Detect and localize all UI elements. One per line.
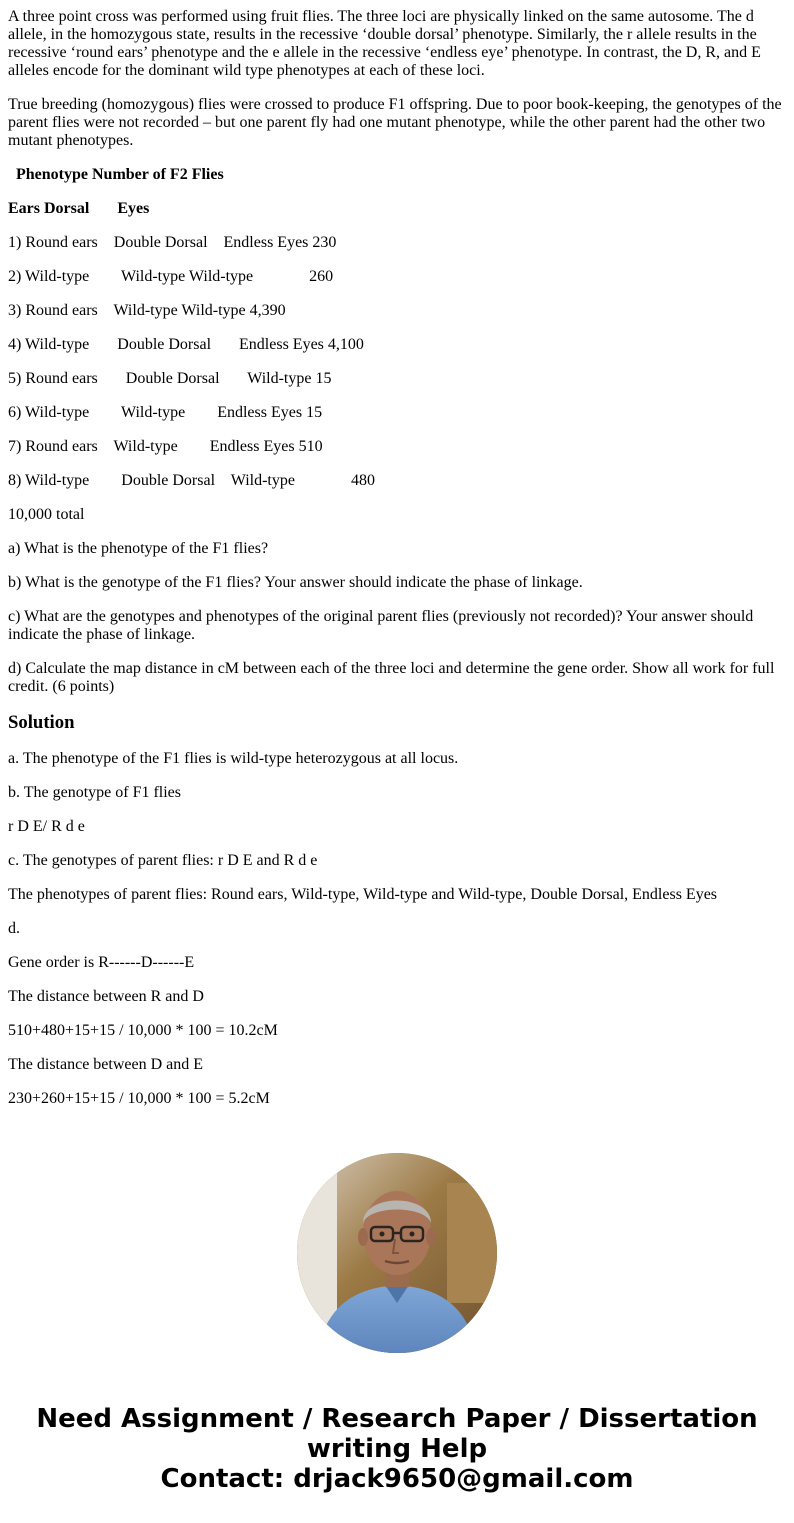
table-header: Phenotype Number of F2 Flies [8, 166, 224, 183]
table-row: 2) Wild-type Wild-type Wild-type 260 [8, 268, 334, 285]
promo-line: writing Help [306, 1434, 488, 1464]
table-row: 3) Round ears Wild-type Wild-type 4,390 [8, 302, 286, 319]
question-part-a: a) What is the phenotype of the F1 flies? [8, 540, 269, 557]
document-body [8, 8, 786, 1124]
table-row: 6) Wild-type Wild-type Endless Eyes 15 [8, 404, 323, 421]
solution-line: c. The genotypes of parent flies: r D E and R d e [8, 852, 318, 869]
intro-paragraph-2: True breeding (homozygous) flies were crossed to produce F1 offspring. Due to poor book-keeping, the genotypes of the parent flies were not recorded – but one parent fly had one mutant phenotype, while the other parent had the other two mutant phenotypes. [8, 96, 786, 149]
solution-line: b. The genotype of F1 flies [8, 784, 182, 801]
solution-line: d. [8, 920, 20, 937]
question-part-d: d) Calculate the map distance in cM between each of the three loci and determine the gene order. Show all work for full credit. (6 points) [8, 660, 779, 695]
tutor-portrait-icon [297, 1153, 497, 1353]
intro-paragraph-1: A three point cross was performed using fruit flies. The three loci are physically linked on the same autosome. The d allele, in the homozygous state, results in the recessive ‘double dorsal’ phenotype. Similarly, the r allele results in the recessive ‘round ears’ phenotype and the e allele in the recessive ‘endless eye’ phenotype. In contrast, the D, R, and E alleles encode for the dominant wild type phenotypes at each of these loci. [8, 8, 765, 79]
solution-line: 230+260+15+15 / 10,000 * 100 = 5.2cM [8, 1090, 270, 1107]
solution-line: a. The phenotype of the F1 flies is wild-type heterozygous at all locus. [8, 750, 459, 767]
solution-line: 510+480+15+15 / 10,000 * 100 = 10.2cM [8, 1022, 278, 1039]
table-subheader: Ears Dorsal Eyes [8, 200, 150, 217]
question-part-c: c) What are the genotypes and phenotypes of the original parent flies (previously not recorded)? Your answer should indicate the phase of linkage. [8, 608, 758, 643]
table-row: 4) Wild-type Double Dorsal Endless Eyes 4,100 [8, 336, 364, 353]
solution-line: r D E/ R d e [8, 818, 85, 835]
promo-banner [0, 1404, 794, 1494]
solution-heading: Solution [8, 712, 75, 733]
promo-contact: Contact: drjack9650@gmail.com [160, 1464, 634, 1494]
avatar [297, 1153, 497, 1353]
table-total: 10,000 total [8, 506, 85, 523]
table-row: 1) Round ears Double Dorsal Endless Eyes 230 [8, 234, 337, 251]
table-row: 5) Round ears Double Dorsal Wild-type 15 [8, 370, 332, 387]
table-row: 7) Round ears Wild-type Endless Eyes 510 [8, 438, 323, 455]
table-row: 8) Wild-type Double Dorsal Wild-type 480 [8, 472, 375, 489]
solution-line: The phenotypes of parent flies: Round ears, Wild-type, Wild-type and Wild-type, Double Dorsal, Endless Eyes [8, 886, 718, 903]
question-part-b: b) What is the genotype of the F1 flies? Your answer should indicate the phase of linkage. [8, 574, 583, 591]
promo-line: Need Assignment / Research Paper / Dissertation [36, 1404, 758, 1434]
solution-line: The distance between D and E [8, 1056, 204, 1073]
solution-line: The distance between R and D [8, 988, 204, 1005]
solution-line: Gene order is R------D------E [8, 954, 195, 971]
